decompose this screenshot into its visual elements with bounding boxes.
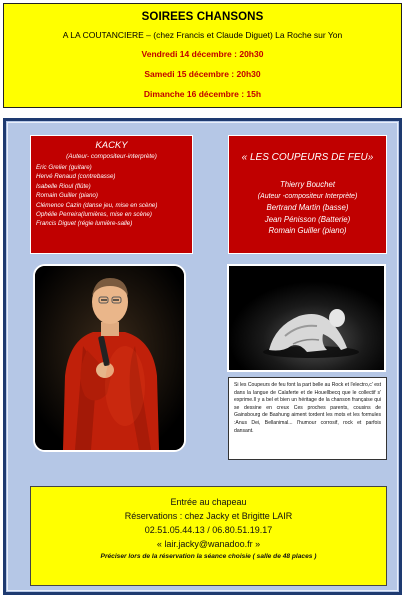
coupeurs-card	[228, 135, 387, 254]
kacky-role: (Auteur- compositeur-interprète)	[66, 153, 157, 160]
reservation-note: Préciser lors de la réservation la séance choisie ( salle de 48 places )	[100, 553, 317, 560]
coupeurs-description: Si les Coupeurs de feu font la part belle au Rock et l'electro,c' est dans la langue de Calaferte et de Houellbecq que le collectif s' exprime.Il y a bel et bien un héritage de la chanson française qui se dessine en creux Ces proches parents, cousins de Gainsbourg de Bashung aiment tordent les mots et les formules :Anus Dei, Bellanimal... l'humour corrosif, rock et parfois dansant.	[228, 377, 387, 460]
kacky-member: Hervé Renaud (contrebasse)	[36, 173, 116, 181]
event-venue: A LA COUTANCIERE – (chez Francis et Claude Diguet) La Roche sur Yon	[62, 30, 343, 40]
reservations-text: Réservations : chez Jacky et Brigitte LAIR	[124, 511, 293, 521]
coupeurs-member: Bertrand Martin (basse)	[266, 203, 349, 212]
kacky-member: Romain Guiller (piano)	[36, 192, 98, 200]
coupeurs-member: Jean Pénisson (Batterie)	[264, 214, 351, 224]
coupeurs-name: « LES COUPEURS DE FEU»	[241, 152, 374, 163]
coupeurs-leader-role: (Auteur -compositeur Interprète)	[257, 192, 358, 200]
singer-illustration	[35, 266, 184, 450]
entry-text: Entrée au chapeau	[170, 497, 247, 507]
email-link[interactable]: « lair.jacky@wanadoo.fr »	[156, 539, 261, 549]
kacky-card	[30, 135, 193, 254]
kacky-member: Francis Diguet (régie lumière-salle)	[36, 220, 133, 228]
event-header	[3, 3, 402, 108]
event-date-friday: Vendredi 14 décembre : 20h30	[141, 49, 264, 59]
kacky-member: Ophélie Perreira(lumières, mise en scène)	[36, 211, 152, 219]
kacky-member: Eric Grelier (guitare)	[36, 164, 92, 171]
kacky-name: KACKY	[95, 140, 128, 151]
kacky-photo	[33, 264, 186, 452]
coupeurs-photo	[227, 264, 386, 372]
coupeurs-member: Romain Guiller (piano)	[268, 226, 347, 235]
dancer-illustration	[229, 266, 384, 370]
kacky-member: Isabelle Rioul (flûte)	[36, 182, 91, 190]
phone-numbers: 02.51.05.44.13 / 06.80.51.19.17	[144, 525, 273, 535]
event-date-saturday: Samedi 15 décembre : 20h30	[144, 69, 261, 79]
kacky-member: Clémence Cazin (danse jeu, mise en scène)	[36, 201, 158, 209]
coupeurs-leader: Thierry Bouchet	[279, 180, 336, 189]
event-title: SOIREES CHANSONS	[141, 11, 264, 23]
event-date-sunday: Dimanche 16 décembre : 15h	[143, 89, 262, 99]
reservation-info	[30, 486, 387, 586]
